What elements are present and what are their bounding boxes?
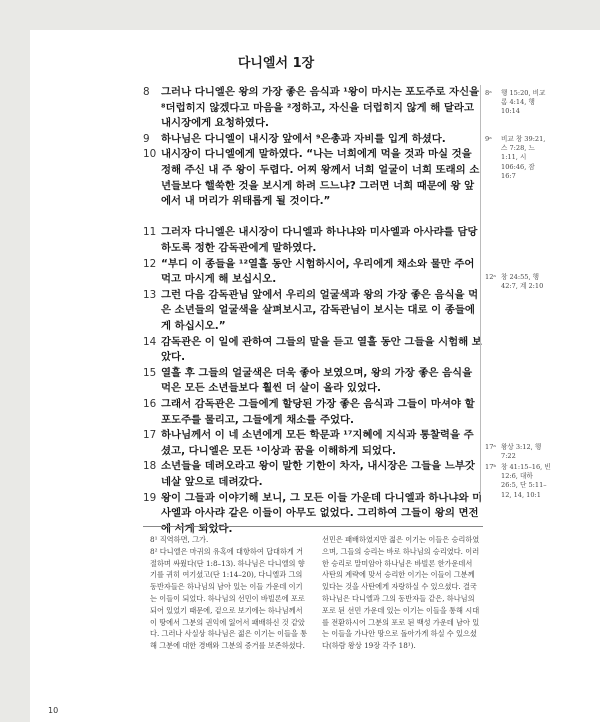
verse [143,147,483,225]
verse [143,397,483,428]
cross-reference-label: 17ᵃ [485,443,496,451]
verse [143,85,483,132]
verse-text: 그러나 다니엘은 왕의 가장 좋은 음식과 ¹왕이 마시는 포도주로 자신을 ⁸더럽히지 않겠다고 마음을 ²정하고, 자신을 더럽히지 않게 해 달라고 내시장에게 요청하였다. [161,86,480,130]
verse [143,257,483,288]
verse-number: 12 [143,257,157,270]
cross-reference-label: 12ᵃ [485,273,496,281]
cross-reference-label: 17ᵇ [485,463,497,471]
verse-number: 10 [143,148,157,161]
verse [143,491,483,538]
verse-number: 9 [143,132,150,145]
verse-text: 그러자 다니엘은 내시장이 다니엘과 하나냐와 미사엘과 아사랴를 담당하도록 정한 감독관에게 말하였다. [161,226,478,254]
verse-number: 13 [143,288,157,301]
verse [143,335,483,366]
verse-text: 열흘 후 그들의 얼굴색은 더욱 좋아 보였으며, 왕의 가장 좋은 음식을 먹은 모든 소년들보다 훨씬 더 살이 올라 있었다. [161,366,473,395]
verse [143,132,483,148]
verse-text: 그런 다음 감독관님 앞에서 우리의 얼굴색과 왕의 가장 좋은 음식을 먹은 소년들의 얼굴색을 살펴보시고, 감독관님이 보시는 대로 이 종들에게 하십시오.” [161,288,479,332]
cross-reference-text: 행 15:20, 비교 롬 4:14, 행 10:14 [501,89,546,116]
page [30,30,600,722]
cross-reference-text: 창 24:55, 행 42:7, 계 2:10 [501,273,544,291]
verse-number: 11 [143,226,157,239]
cross-reference-column [480,85,555,499]
verse-text: “부디 이 종들을 ¹²열흘 동안 시험하시어, 우리에게 채소와 물만 주어 먹고 마시게 해 보십시오. [161,257,475,286]
cross-reference [485,273,551,291]
verse [143,428,483,459]
verse [143,459,483,490]
verse-text: 하나님께서 이 네 소년에게 모든 학문과 ¹⁷지혜에 지식과 통찰력을 주셨고, 다니엘은 모든 ¹이상과 꿈을 이해하게 되었다. [161,429,474,457]
verse-number: 15 [143,366,157,379]
footnote: 8² 다니엘은 마귀의 유혹에 대항하여 답대하게 거절하며 싸웠다(단 1:8–13). 하나님은 다니엘의 향기를 귀히 여기셨고(단 1:14–20), 다니엘과 그의 동반자들은 하나님의 남아 있는 이들 가운데 이기는 이들이 되었다. 하나님의 선민이 바빌론에 포로 되어 있었기 때문에, 겉으로 보기에는 하나님께서 이 땅에서 그분의 권익에 잃어서 패배하신 것 같았다. 그러나 사실상 하나님은 젊은 이기는 이들을 통해 그분에 대한 경배와 그분의 증거를 보존하셨다. 선민은 패배하였지만 젊은 이기는 이들은 승리하였으며, 그들의 승리는 바로 하나님의 승리였다. 이러한 승리로 말미암아 하나님은 바빌론 한가운데서 사탄의 계략에 맞서 승리한 이기는 이들이 그분께 있다는 것을 사탄에게 자랑하실 수 있으셨다. 결국 하나님은 다니엘과 그의 동반자들 같은, 하나님의 포로 된 선민 가운데 있는 이기는 이들을 통해 시대를 전환하시어 그분의 포로 된 백성 가운데 남아 있는 이들을 가나안 땅으로 돌아가게 하실 수 있으셨다(하람 왕상 19장 각주 18¹). [150,535,480,651]
verse-text: 하나님은 다니엘이 내시장 앞에서 ⁹은총과 자비를 입게 하셨다. [161,132,446,145]
cross-reference-text: 창 41:15–16, 빈 12:6, 대하 26:5, 단 5:11–12, 14, 10:1 [501,463,551,499]
page-number: 10 [48,706,59,715]
footnotes [150,534,480,652]
cross-reference-text: 왕상 3:12, 행 7:22 [501,443,542,461]
verse-text: 왕이 그들과 이야기해 보니, 그 모든 이들 가운데 다니엘과 하나냐와 미사엘과 아사랴 같은 이들이 아무도 없었다. 그리하여 그들이 왕의 면전에 서게 되었다. [161,491,483,535]
cross-reference [485,89,551,117]
cross-reference-label: 8ᵃ [485,89,492,97]
cross-reference [485,443,551,461]
verse-text: 소년들을 데려오라고 왕이 말한 기한이 차자, 내시장은 그들을 느부갓네살 앞으로 데려갔다. [161,460,475,488]
verse-text: 그래서 감독관은 그들에게 할당된 가장 좋은 음식과 그들이 마셔야 할 포도주를 물리고, 그들에게 채소를 주었다. [161,397,475,426]
cross-reference [485,463,551,500]
verse-number: 17 [143,429,157,442]
verse-number: 14 [143,335,157,348]
footnote: 8¹ 직역하면, 그가. [150,535,209,544]
cross-reference-text: 비교 창 39:21, 스 7:28, 느 1:11, 시 106:46, 잠 16:7 [501,135,546,180]
verse-text: 감독관은 이 일에 관하여 그들의 말을 듣고 열흘 동안 그들을 시험해 보았다. [161,335,482,364]
cross-reference [485,135,551,181]
verse [143,366,483,397]
verse-text: 내시장이 다니엘에게 말하였다. “나는 너희에게 먹을 것과 마실 것을 정해 주신 내 주 왕이 두렵다. 어찌 왕께서 너희 얼굴이 너희 또래의 소년들보다 핼쑥한 것을 보시게 하려 드느냐? 그러면 너희 때문에 왕 앞에서 내 머리가 위태롭게 될 것이다.” [161,148,480,208]
footnote-divider [143,526,483,527]
verse [143,288,483,335]
verse-number: 19 [143,491,157,504]
page-title: 다니엘서 1장 [237,56,315,71]
verse-number: 18 [143,460,157,473]
verse [143,225,483,256]
cross-reference-label: 9ᵃ [485,135,492,143]
verse-list [143,85,483,537]
verse-number: 8 [143,86,150,98]
verse-number: 16 [143,397,157,410]
